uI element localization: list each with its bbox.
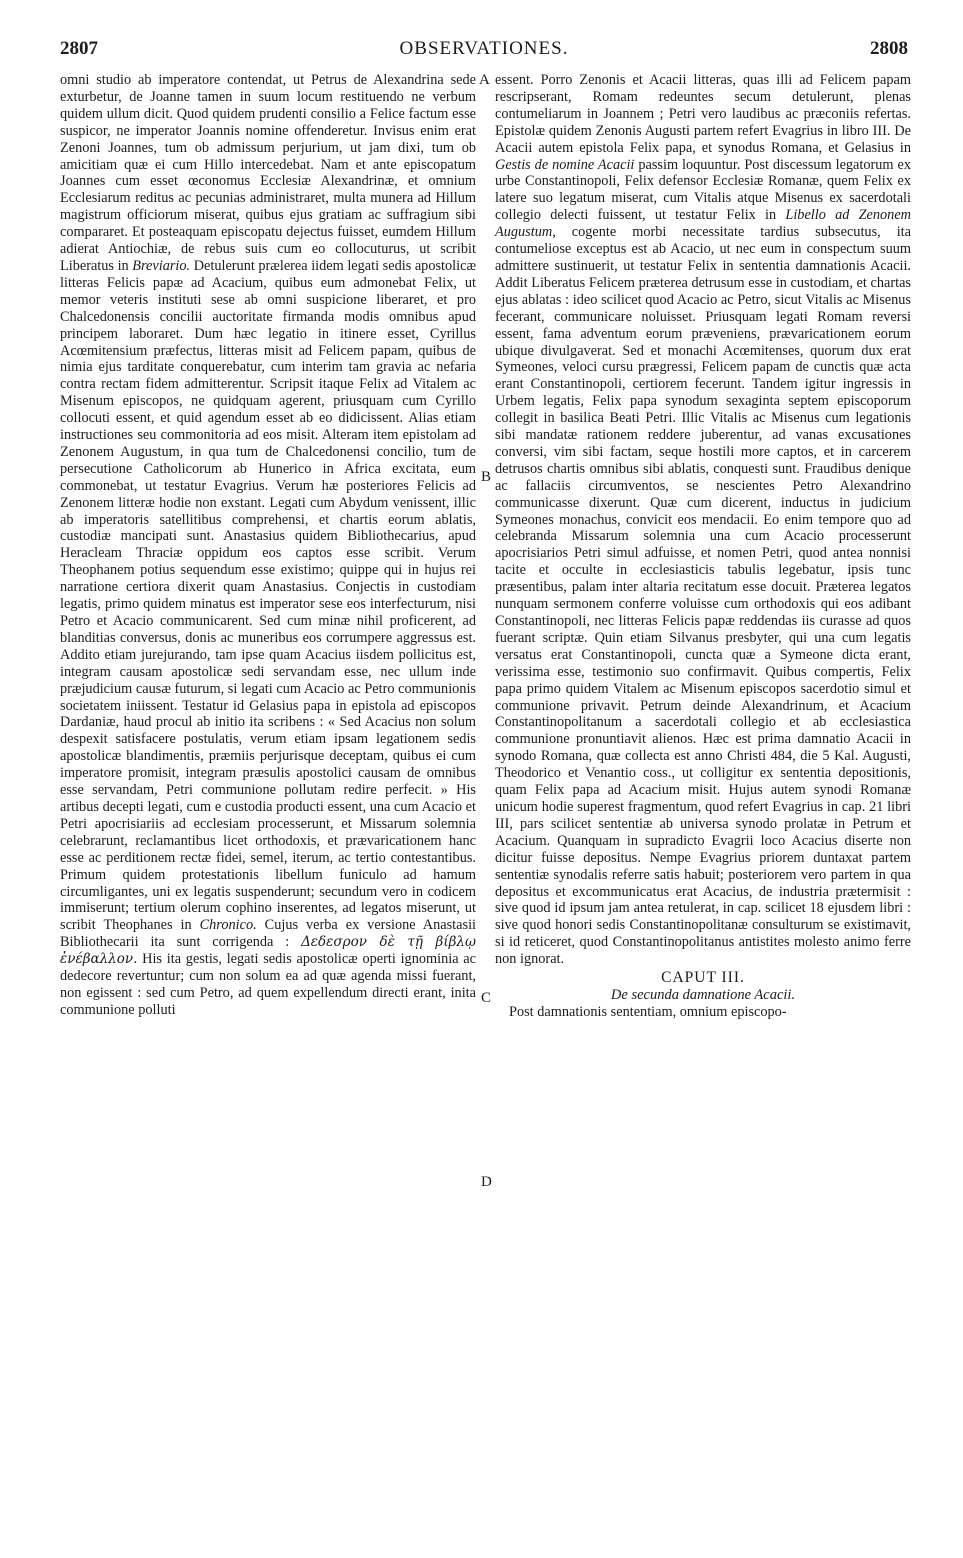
left-text-3: Cujus verba ex versione Anastasii Bibliothecarii ita sunt corrigenda :	[60, 917, 477, 951]
left-text-2: Detulerunt prælerea iidem legati sedis apostolicæ litteras Felicis papæ ad Acacium, quibus eum admonebat Felix, ut memor veteris instituti sese ab omni suspicione liberaret, et pro Chalcedonensis concilii auctoritate firmanda modis omnibus apud principem laboraret. Dum hæc legatio in itinere esset, Cyrillus Acœmitensium præfectus, litteras misit ad Felicem papam, quibus de nimia ejus tarditate conquerebatur, cum interim tam gravia ac nefaria contra rectam fidem admitterentur. Scripsit itaque Felix ad Vitalem ac Misenum episcopos, ne quidquam agerent, priusquam cum Cyrillo collocuti essent, et quid agendum esset ab eo didicissent. Alias etiam instructiones seu commonitoria ad eos misit. Alteram item epistolam ad Zenonem Augustum, in qua tum de Chalcedonensi concilio, tum de persecutione Catholicorum ab Hunerico in Africa excitata, eum commonebat, ut testatur Evagrius. Verum hæ posteriores Felicis ad Zenonem litteræ hodie non exstant. Legati cum Abydum venissent, illic ab imperatoris satellitibus comprehensi, et chartis eorum ablatis, custodiæ mancipati sunt. Anastasius quidem Bibliothecarius, apud Heracleam Thraciæ oppidum eos captos esse scribit. Verum Theophanem potius sequendum esse existimo; quippe qui in hujus rei narratione certiora dixerit quam Anastasius. Conjectis in custodiam legatis, primo quidem minatus est imperator sese eos interfecturum, nisi Petro et Acacio communicarent. Sed cum minæ nihil proficerent, ad blanditias conversus, donis ac muneribus eos corrumpere aggressus est. Addito etiam jurejurando, tam ipse quam Acacius iisdem pollicitus est, integram causam apostolicæ sedi servandam esse, nec ullum inde præjudicium causæ futurum, si legati cum Acacio ac Petro communionis societatem iniissent. Testatur id Gelasius papa in epistola ad episcopos Dardaniæ, haud procul ab initio ita scribens : « Sed Acacius non solum despexit satisfacere postulatis, verum etiam ipsam legationem sedis apostolicæ blandimentis, præmiis perjurisque deceptam, quibus ei cum imperatore promisit, integram præsulis apostolici causam de omnibus esse servandam, Petri communione pollutam redire perfecit. » His artibus decepti legati, cum e custodia producti essent, una cum Acacio et Petri apocrisiariis ad ecclesiam processerunt, et Missarum solemnia celebrarunt, reclamantibus licet orthodoxis, et prævaricationem hanc esse ac perditionem rectæ fidei, semel, iterum, ac tertio contestantibus. Primum quidem protestationis libellum funiculo ad hamum circumligantes, uni ex legatis suspenderunt; secundum vero in codicem immiserunt; tertium olerum cophino inserentes, ad legatos miserunt, ut scribit Theophanes in	[60, 257, 476, 934]
left-italic-chronico: Chronico.	[199, 917, 257, 934]
left-paragraph	[60, 72, 476, 1019]
chapter-subtitle: De secunda damnatione Acacii.	[610, 986, 796, 1003]
page-number-right: 2808	[870, 38, 908, 59]
left-column	[60, 72, 476, 1019]
margin-marker-c: C	[481, 990, 492, 1006]
page-header	[60, 38, 908, 66]
right-italic-gestis: Gestis de nomine Acacii	[495, 156, 635, 173]
margin-marker-b: B	[481, 469, 492, 485]
left-text-4: His ita gestis, legati sedis apostolicæ operti ignominia ac dedecore revertuntur; cum non solum ea ad quæ agenda missi fuerant, non egissent : sed cum Petro, ad quem expellendum directi erant, inita communione polluti	[60, 951, 476, 1018]
left-italic-breviario: Breviario.	[132, 257, 191, 274]
chapter-opening: Post damnationis sententiam, omnium episcopo-	[509, 1003, 787, 1020]
right-column	[495, 72, 911, 1021]
right-text-1: essent. Porro Zenonis et Acacii litteras, quas illi ad Felicem papam rescripserant, Romam redeuntes secum detulerunt, plenas contumeliarum in Joannem ; Petri vero laudibus ac præconiis refertas. Epistolæ quidem Zenonis Augusti partem refert Evagrius in libro III. De Acacii autem epistola Felix papa, et synodus Romana, et Gelasius in	[495, 72, 911, 156]
right-text-2: passim loquuntur. Post discessum legatorum ex urbe Constantinopoli, Felix defensor Ecclesiæ Romanæ, quem Felix ex latere suo legatum miserat, cum Vitalis atque Misenus ex sacerdotali collegio delecti fuissent, ut testatur Felix in	[495, 156, 911, 224]
margin-marker-a: A	[479, 72, 490, 88]
chapter-title: CAPUT III.	[661, 969, 745, 987]
left-text-1: omni studio ab imperatore contendat, ut Petrus de Alexandrina sede exturbetur, de Joanne tamen in suum locum restituendo ne verbum quidem ullum dicit. Quod quidem prudenti consilio a Felice factum esse suspicor, ne imperator Joannis nomine offenderetur. Invisus enim erat Zenoni Joannes, tum ob admissum perjurium, ut jam dixi, tum ob amicitiam quæ ei cum Hillo intercedebat. Nam et ante episcopatum Joannes cum esset œconomus Ecclesiæ Alexandrinæ, et omnium Ecclesiarum reditus ac pecunias administraret, multa munera ad Hillum magistrum officiorum miserat, quibus ejus gratiam ac suffragium sibi compararet. Et posteaquam episcopatu dejectus fuisset, eumdem Hillum adierat Antiochiæ, de rebus suis cum eo collocuturus, ut scribit Liberatus in	[60, 72, 476, 274]
right-paragraph	[495, 72, 911, 968]
margin-marker-d: D	[481, 1174, 492, 1190]
right-italic-libello: Libello ad Zenonem Augustum,	[495, 207, 912, 241]
running-title: OBSERVATIONES.	[399, 38, 569, 59]
page-number-left: 2807	[60, 38, 98, 59]
greek-quote: Δεδεσρον δὲ τῇ βίβλῳ ἐνέβαλλον.	[60, 934, 476, 968]
right-text-3: cogente morbi necessitate tardius subsecutus, ita contumeliose exceptus est ab Acacio, ut nec eum in conspectum suum admittere sustinuerit, ut testatur Felix in sententia damnationis Acacii. Addit Liberatus Felicem præterea detrusum esse in custodiam, et chartas ejus ablatas : ideo scilicet quod Acacio ac Petro, sicut Vitalis ac Misenus fecerant, communicare noluisset. Priusquam legati Romam reversi essent, fama adventum eorum præveniens, prævaricationem eorum ubique divulgaverat. Sed et monachi Acœmitenses, quorum dux erat Symeones, veloci cursu prægressi, Felicem papam de cunctis quæ acta erant Constantinopoli, certiorem fecerunt. Tandem igitur ingressis in Urbem legatis, Felix papa synodum sexaginta septem episcoporum collegit in basilica Beati Petri. Illic Vitalis ac Misenus cum legationis sibi mandatæ rationem reddere juberentur, ad vanas excusationes conversi, vim sibi factam, seque hostili more captos, et in carcerem detrusos chartis omnibus sibi ablatis, conquesti sunt. Fraudibus denique ac fallaciis circumventos, se nescientes Petro Alexandrino communicasse dixerunt. Quæ cum dicerent, inductus in judicium Symeones monachus, convicit eos mendacii. Eo enim tempore quo ad celebranda Missarum solemnia una cum Acacio processerunt apocrisiarios Petri simul adfuisse, et nomen Petri, quod antea nonnisi tacite et occulte in ecclesiasticis tabulis legebatur, ipsis tunc præsentibus, palam inter altaria recitatum esse docuit. Præterea legatos nunquam sermonem conferre voluisse cum orthodoxis qui eos adibant Constantinopoli, nec litteras Felicis papæ reddendas iis curasse ad quos fuerant scriptæ. Quin etiam Silvanus presbyter, qui una cum legatis versatus erat Constantinopoli, cuncta quæ a Symeone dicta erant, verissima esse, testimonio suo confirmavit. Quibus compertis, Felix papa primo quidem Vitalem ac Misenum episcopos sacerdotio simul et communione privavit. Petrum deinde Alexandrinum, et Acacium Constantinopolitanum a sacerdotali collegio et ab ecclesiastica communione pronuntiavit alienos. Hæc est prima damnatio Acacii in synodo Romana, quæ collecta est anno Christi 484, die 5 Kal. Augusti, Theodorico et Venantio coss., ut colligitur ex sententia depositionis, quam Felix papa ad Acacium misit. Hujus autem synodi Romanæ unicum hodie superest fragmentum, quod refert Evagrius in cap. 21 libri III, pars scilicet sententiæ ab universa synodo prolatæ in Petrum et Acacium. Quanquam in supradicto Evagrii loco Acacius diserte non dicitur fuisse depositus. Nempe Evagrius priorem duntaxat partem sententiæ synodalis referre satis habuit; posteriorem vero partem in qua depositus et excommunicatus erat Acacius, de industria prætermisit : sive quod id ipsum jam antea retulerat, in cap. scilicet 18 ejusdem libri : sive quod honori sedis Constantinopolitanæ consulturum se existimavit, si id reticeret, quod Constantinopolitanus antistites molesto animo ferre non ignorat.	[495, 224, 911, 968]
